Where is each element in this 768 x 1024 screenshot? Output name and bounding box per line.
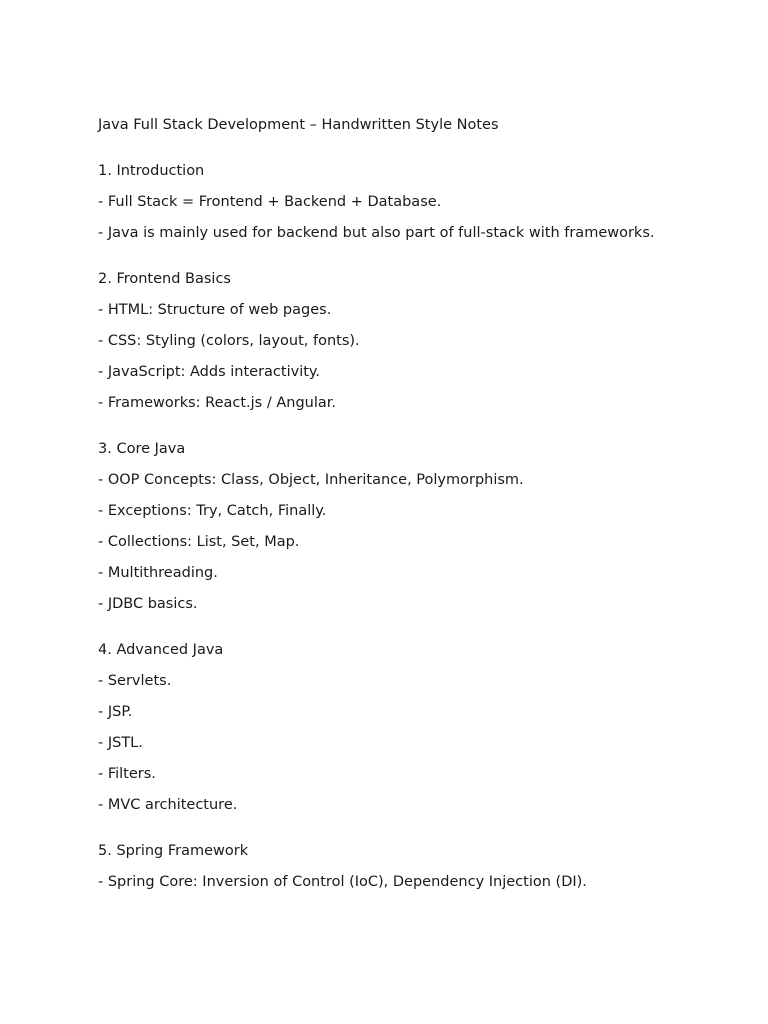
section-heading: 3. Core Java	[98, 441, 186, 457]
bullet-item: - Spring Core: Inversion of Control (IoC), Dependency Injection (DI).	[98, 874, 587, 890]
bullet-item: - Java is mainly used for backend but also part of full-stack with frameworks.	[98, 225, 655, 241]
bullet-item: - Exceptions: Try, Catch, Finally.	[98, 503, 327, 519]
bullet-item: - Full Stack = Frontend + Backend + Database.	[98, 194, 442, 210]
section-frontend-basics	[98, 271, 658, 411]
section-heading: 5. Spring Framework	[98, 843, 249, 859]
section-introduction	[98, 163, 658, 241]
bullet-item: - JDBC basics.	[98, 596, 198, 612]
section-heading: 2. Frontend Basics	[98, 271, 231, 287]
document-title: Java Full Stack Development – Handwritten Style Notes	[98, 117, 499, 133]
bullet-item: - Filters.	[98, 766, 156, 782]
bullet-item: - CSS: Styling (colors, layout, fonts).	[98, 333, 360, 349]
bullet-item: - JavaScript: Adds interactivity.	[98, 364, 321, 380]
bullet-item: - Multithreading.	[98, 565, 218, 581]
bullet-item: - JSP.	[98, 704, 133, 720]
bullet-item: - Collections: List, Set, Map.	[98, 534, 300, 550]
section-heading: 1. Introduction	[98, 163, 205, 179]
bullet-item: - JSTL.	[98, 735, 143, 751]
bullet-item: - Frameworks: React.js / Angular.	[98, 395, 336, 411]
bullet-item: - MVC architecture.	[98, 797, 238, 813]
bullet-item: - OOP Concepts: Class, Object, Inheritance, Polymorphism.	[98, 472, 524, 488]
section-core-java	[98, 441, 658, 612]
section-advanced-java	[98, 642, 658, 813]
bullet-item: - HTML: Structure of web pages.	[98, 302, 332, 318]
document-page	[98, 117, 658, 890]
section-spring-framework	[98, 843, 658, 890]
section-heading: 4. Advanced Java	[98, 642, 224, 658]
bullet-item: - Servlets.	[98, 673, 172, 689]
